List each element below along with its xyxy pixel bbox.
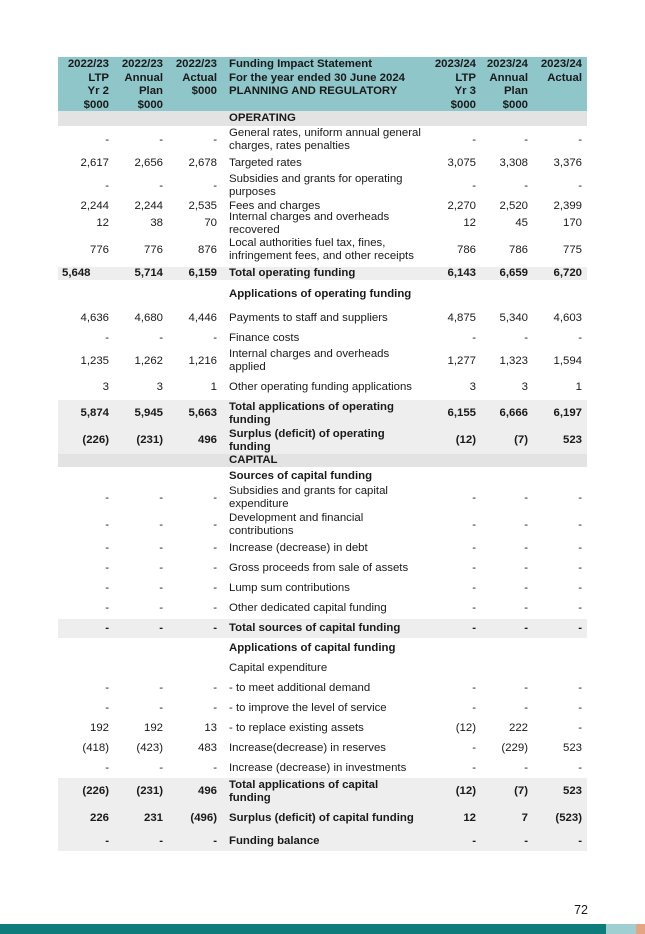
table-body — [58, 111, 587, 851]
value-cell: 12 — [463, 217, 476, 229]
row-label: Sources of capital funding — [229, 469, 373, 482]
table-row — [58, 154, 587, 173]
total-row — [58, 619, 587, 638]
row-label: Targeted rates — [229, 157, 302, 169]
value-cell: - — [213, 622, 217, 634]
value-cell: 192 — [89, 722, 109, 734]
value-cell: (12) — [455, 785, 476, 797]
row-label: Gross proceeds from sale of assets — [229, 562, 409, 574]
value-cell: - — [472, 834, 476, 847]
table-row — [58, 539, 587, 558]
value-cell: 1 — [210, 380, 217, 393]
value-cell: - — [578, 179, 582, 192]
header-title: Funding Impact Statement For the year ended 30 June 2024 PLANNING AND REGULATORY — [229, 58, 405, 97]
value-cell: 2,617 — [80, 157, 109, 169]
value-cell: - — [105, 701, 109, 714]
header-col-ltp-2022: 2022/23 LTP Yr 2 $000 — [67, 58, 109, 111]
value-cell: 12 — [96, 217, 109, 229]
value-cell: - — [213, 133, 217, 146]
value-cell: 2,656 — [134, 157, 163, 169]
row-label: Surplus (deficit) of capital funding — [229, 811, 414, 824]
value-cell: 876 — [197, 243, 217, 256]
value-cell: - — [578, 622, 582, 634]
value-cell: 3 — [102, 380, 109, 393]
value-cell: - — [578, 562, 582, 574]
value-cell: - — [105, 681, 109, 694]
page-number: 72 — [574, 903, 588, 917]
table-row — [58, 739, 587, 758]
value-cell: 4,636 — [80, 311, 109, 324]
value-cell: - — [524, 681, 528, 694]
table-row — [58, 328, 587, 348]
table-row — [58, 558, 587, 579]
value-cell: 3 — [469, 380, 476, 393]
row-label: Applications of operating funding — [229, 287, 412, 300]
value-cell: (231) — [136, 434, 163, 446]
value-cell: (418) — [82, 742, 109, 754]
value-cell: - — [578, 681, 582, 694]
value-cell: 496 — [197, 434, 217, 446]
value-cell: 786 — [508, 243, 528, 256]
value-cell: - — [578, 518, 582, 531]
value-cell: - — [472, 681, 476, 694]
header-col-actual-2022: 2022/23 Actual $000 — [175, 58, 217, 97]
value-cell: 226 — [89, 811, 109, 824]
value-cell: 5,340 — [499, 311, 528, 324]
value-cell: (7) — [514, 785, 528, 797]
value-cell: - — [578, 761, 582, 774]
value-cell: 775 — [562, 243, 582, 256]
value-cell: - — [159, 491, 163, 504]
value-cell: - — [159, 179, 163, 192]
value-cell: 4,680 — [134, 311, 163, 324]
row-label: Other dedicated capital funding — [229, 602, 387, 614]
value-cell: 5,874 — [80, 407, 109, 419]
row-label: Internal charges and overheads recovered — [229, 210, 390, 236]
value-cell: - — [213, 582, 217, 594]
value-cell: 2,244 — [134, 200, 163, 212]
value-cell: 4,603 — [553, 311, 582, 324]
value-cell: - — [472, 742, 476, 754]
value-cell: 6,720 — [553, 267, 582, 279]
row-label: Internal charges and overheads applied — [229, 348, 390, 373]
value-cell: - — [213, 562, 217, 574]
value-cell: - — [105, 602, 109, 614]
value-cell: 2,520 — [499, 200, 528, 212]
value-cell: - — [578, 582, 582, 594]
value-cell: 170 — [562, 217, 582, 229]
value-cell: (231) — [136, 785, 163, 797]
total-row — [58, 267, 587, 280]
row-label: Applications of capital funding — [229, 642, 396, 654]
row-label: CAPITAL — [229, 454, 278, 466]
value-cell: (226) — [82, 434, 109, 446]
value-cell: 3,376 — [553, 157, 582, 169]
value-cell: 38 — [150, 217, 163, 229]
funding-impact-statement-table — [58, 57, 587, 851]
value-cell: - — [213, 761, 217, 774]
value-cell: 5,714 — [134, 267, 163, 279]
row-label: Subsidies and grants for capital expenditure — [229, 485, 388, 510]
footer-bar-accent — [636, 924, 645, 934]
value-cell: (12) — [455, 722, 476, 734]
value-cell: - — [105, 331, 109, 344]
value-cell: (496) — [190, 811, 217, 824]
row-label: Capital expenditure — [229, 662, 328, 674]
table-row — [58, 718, 587, 739]
value-cell: - — [524, 179, 528, 192]
value-cell: - — [524, 331, 528, 344]
table-row — [58, 467, 587, 485]
value-cell: 496 — [197, 785, 217, 797]
value-cell: - — [159, 834, 163, 847]
table-row — [58, 233, 587, 267]
table-row — [58, 348, 587, 374]
value-cell: - — [472, 179, 476, 192]
row-label: Surplus (deficit) of operating funding — [229, 427, 385, 453]
value-cell: 1,594 — [553, 354, 582, 367]
value-cell: 6,659 — [499, 267, 528, 279]
row-label: Subsidies and grants for operating purposes — [229, 173, 403, 198]
value-cell: - — [213, 518, 217, 531]
row-label: Local authorities fuel tax, fines, infringement fees, and other receipts — [229, 237, 414, 262]
value-cell: 523 — [562, 742, 582, 754]
value-cell: - — [472, 133, 476, 146]
value-cell: 483 — [197, 742, 217, 754]
value-cell: - — [524, 582, 528, 594]
value-cell: 6,197 — [553, 407, 582, 419]
table-row — [58, 638, 587, 659]
value-cell: - — [159, 681, 163, 694]
value-cell: - — [105, 834, 109, 847]
value-cell: - — [578, 834, 582, 847]
value-cell: 2,399 — [553, 200, 582, 212]
value-cell: - — [159, 701, 163, 714]
value-cell: 6,155 — [447, 407, 476, 419]
value-cell: - — [159, 602, 163, 614]
value-cell: 45 — [515, 217, 528, 229]
value-cell: - — [105, 622, 109, 634]
value-cell: 1,216 — [188, 354, 217, 367]
value-cell: - — [159, 582, 163, 594]
value-cell: - — [105, 491, 109, 504]
value-cell: 231 — [143, 811, 163, 824]
value-cell: 1,262 — [134, 354, 163, 367]
section-row — [58, 454, 587, 467]
row-label: Total operating funding — [229, 267, 356, 279]
table-row — [58, 210, 587, 236]
row-label: Fees and charges — [229, 200, 321, 212]
value-cell: 13 — [204, 722, 217, 734]
value-cell: - — [159, 562, 163, 574]
value-cell: 6,159 — [188, 267, 217, 279]
value-cell: - — [472, 701, 476, 714]
row-label: Total applications of operating funding — [229, 400, 394, 426]
value-cell: - — [213, 542, 217, 554]
row-label: Increase(decrease) in reserves — [229, 742, 387, 754]
table-header — [58, 57, 587, 111]
table-row — [58, 308, 587, 328]
row-label: Funding balance — [229, 834, 320, 847]
value-cell: - — [472, 518, 476, 531]
value-cell: (12) — [455, 434, 476, 446]
value-cell: 6,666 — [499, 407, 528, 419]
row-label: Finance costs — [229, 331, 300, 344]
value-cell: 2,244 — [80, 200, 109, 212]
value-cell: - — [524, 622, 528, 634]
row-label: Payments to staff and suppliers — [229, 311, 388, 324]
value-cell: - — [213, 834, 217, 847]
value-cell: - — [524, 562, 528, 574]
row-label: - to meet additional demand — [229, 681, 371, 694]
value-cell: (7) — [514, 434, 528, 446]
value-cell: 2,535 — [188, 200, 217, 212]
value-cell: 523 — [562, 434, 582, 446]
value-cell: - — [578, 491, 582, 504]
value-cell: 1,235 — [80, 354, 109, 367]
value-cell: - — [159, 331, 163, 344]
row-label: - to improve the level of service — [229, 701, 387, 714]
value-cell: 4,446 — [188, 311, 217, 324]
value-cell: (226) — [82, 785, 109, 797]
value-cell: 12 — [463, 811, 476, 824]
header-col-plan-2023: 2023/24 Annual Plan $000 — [486, 58, 528, 111]
table-row — [58, 579, 587, 598]
total-row — [58, 427, 587, 454]
value-cell: 1 — [575, 380, 582, 393]
table-row — [58, 374, 587, 400]
row-label: OPERATING — [229, 112, 296, 124]
header-col-actual-2023: 2023/24 Actual — [540, 58, 582, 84]
value-cell: - — [159, 133, 163, 146]
value-cell: - — [578, 542, 582, 554]
table-row — [58, 485, 587, 511]
value-cell: - — [213, 491, 217, 504]
value-cell: - — [105, 518, 109, 531]
value-cell: 2,270 — [447, 200, 476, 212]
value-cell: (423) — [136, 742, 163, 754]
value-cell: - — [524, 518, 528, 531]
row-label: - to replace existing assets — [229, 722, 364, 734]
value-cell: (229) — [501, 742, 528, 754]
row-label: Increase (decrease) in debt — [229, 542, 368, 554]
value-cell: - — [105, 761, 109, 774]
row-label: Increase (decrease) in investments — [229, 761, 407, 774]
value-cell: 7 — [521, 811, 528, 824]
row-label: Total sources of capital funding — [229, 622, 401, 634]
value-cell: 3,075 — [447, 157, 476, 169]
value-cell: - — [213, 331, 217, 344]
value-cell: - — [524, 542, 528, 554]
value-cell: (523) — [555, 811, 582, 824]
row-label: Lump sum contributions — [229, 582, 350, 594]
value-cell: - — [472, 562, 476, 574]
value-cell: - — [213, 701, 217, 714]
value-cell: 776 — [89, 243, 109, 256]
value-cell: 4,875 — [447, 311, 476, 324]
table-row — [58, 511, 587, 539]
table-row — [58, 659, 587, 678]
row-label: Other operating funding applications — [229, 380, 413, 393]
value-cell: - — [472, 622, 476, 634]
value-cell: - — [105, 582, 109, 594]
value-cell: 70 — [204, 217, 217, 229]
value-cell: - — [105, 179, 109, 192]
value-cell: - — [213, 602, 217, 614]
value-cell: - — [524, 133, 528, 146]
value-cell: - — [472, 602, 476, 614]
value-cell: 1,323 — [499, 354, 528, 367]
total-row — [58, 400, 587, 427]
header-col-plan-2022: 2022/23 Annual Plan $000 — [121, 58, 163, 111]
value-cell: 2,678 — [188, 157, 217, 169]
value-cell: - — [213, 681, 217, 694]
section-row — [58, 111, 587, 126]
table-row — [58, 698, 587, 718]
value-cell: - — [524, 491, 528, 504]
value-cell: 192 — [143, 722, 163, 734]
value-cell: - — [472, 761, 476, 774]
value-cell: - — [105, 542, 109, 554]
value-cell: - — [105, 133, 109, 146]
value-cell: - — [472, 331, 476, 344]
value-cell: 786 — [456, 243, 476, 256]
table-row — [58, 678, 587, 698]
row-label: General rates, uniform annual general charges, rates penalties — [229, 127, 421, 152]
value-cell: - — [524, 761, 528, 774]
value-cell: - — [213, 179, 217, 192]
table-row — [58, 598, 587, 619]
value-cell: - — [578, 133, 582, 146]
total-row — [58, 831, 587, 851]
value-cell: - — [105, 562, 109, 574]
table-row — [58, 126, 587, 154]
value-cell: 3 — [521, 380, 528, 393]
value-cell: 3,308 — [499, 157, 528, 169]
value-cell: - — [578, 602, 582, 614]
value-cell: - — [159, 761, 163, 774]
value-cell: - — [472, 542, 476, 554]
value-cell: - — [578, 701, 582, 714]
table-row — [58, 758, 587, 778]
value-cell: - — [578, 722, 582, 734]
row-label: Total applications of capital funding — [229, 778, 379, 804]
footer-bar — [0, 924, 606, 934]
value-cell: - — [524, 834, 528, 847]
value-cell: - — [159, 518, 163, 531]
table-row — [58, 280, 587, 308]
total-row — [58, 778, 587, 805]
value-cell: 1,277 — [447, 354, 476, 367]
table-row — [58, 173, 587, 199]
value-cell: - — [472, 582, 476, 594]
total-row — [58, 805, 587, 831]
value-cell: 776 — [143, 243, 163, 256]
value-cell: - — [159, 622, 163, 634]
value-cell: 5,648 — [62, 267, 91, 279]
value-cell: - — [472, 491, 476, 504]
header-col-ltp-2023: 2023/24 LTP Yr 3 $000 — [434, 58, 476, 111]
value-cell: 523 — [562, 785, 582, 797]
value-cell: - — [578, 331, 582, 344]
value-cell: 3 — [156, 380, 163, 393]
value-cell: - — [159, 542, 163, 554]
value-cell: 6,143 — [447, 267, 476, 279]
value-cell: 5,945 — [134, 407, 163, 419]
value-cell: - — [524, 701, 528, 714]
footer-bar-light — [606, 924, 636, 934]
value-cell: 222 — [508, 722, 528, 734]
row-label: Development and financial contributions — [229, 512, 364, 537]
value-cell: 5,663 — [188, 407, 217, 419]
value-cell: - — [524, 602, 528, 614]
